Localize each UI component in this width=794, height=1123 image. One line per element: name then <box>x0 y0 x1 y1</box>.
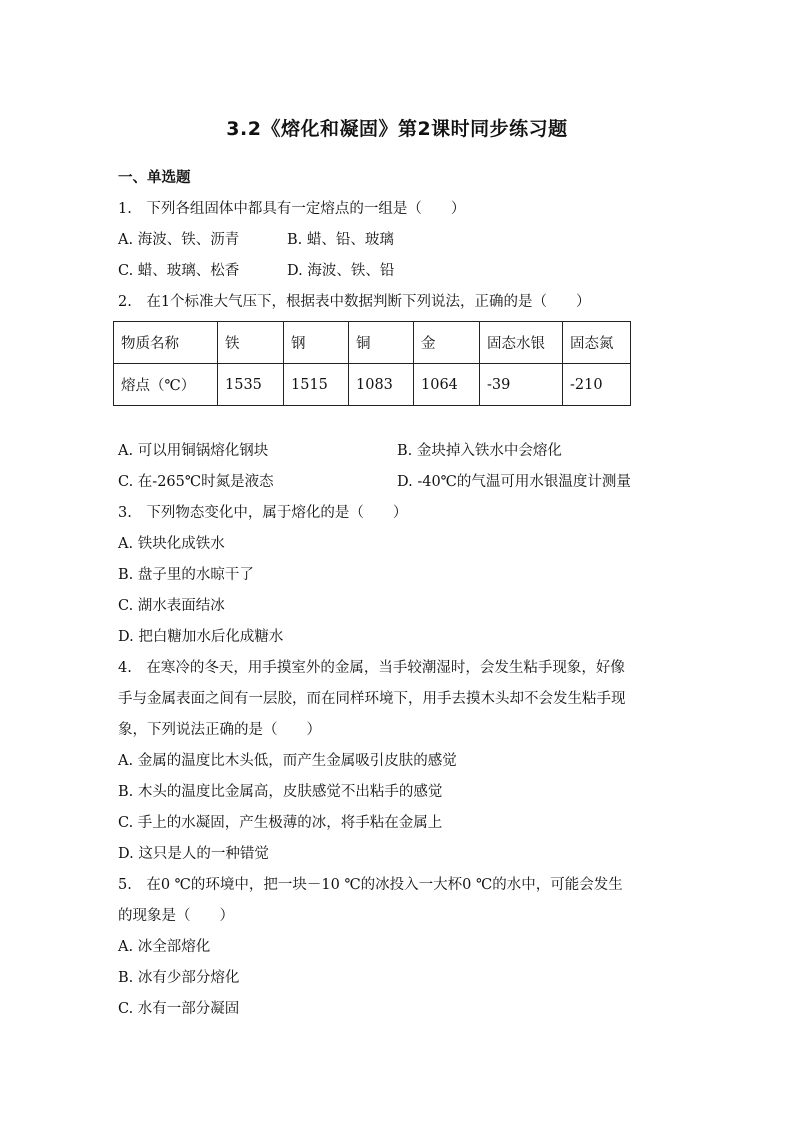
table-cell: 1064 <box>414 364 480 406</box>
table-cell: 物质名称 <box>114 322 218 364</box>
question-2-option-a: A. 可以用铜锅熔化钢块 <box>118 443 269 459</box>
question-4-stem-line-3: 象，下列说法正确的是（ ） <box>118 722 321 738</box>
question-3-option-b: B. 盘子里的水晾干了 <box>118 567 254 583</box>
table-row <box>114 364 631 406</box>
table-cell: 1515 <box>284 364 349 406</box>
table-cell: 固态水银 <box>480 322 563 364</box>
question-4-option-c: C. 手上的水凝固，产生极薄的冰，将手粘在金属上 <box>118 815 443 831</box>
table-cell: 铜 <box>349 322 414 364</box>
melting-point-table <box>113 321 631 406</box>
table-cell: -39 <box>480 364 563 406</box>
table-cell: 钢 <box>284 322 349 364</box>
question-3-option-c: C. 湖水表面结冰 <box>118 598 225 614</box>
question-4-option-a: A. 金属的温度比木头低，而产生金属吸引皮肤的感觉 <box>118 753 457 769</box>
question-3-option-d: D. 把白糖加水后化成糖水 <box>118 629 284 645</box>
table-cell: 固态氮 <box>563 322 631 364</box>
question-1-option-b: B. 蜡、铅、玻璃 <box>287 232 394 248</box>
question-4-stem-line-2: 手与金属表面之间有一层胶，而在同样环境下，用手去摸木头却不会发生粘手现 <box>118 691 626 707</box>
question-4-option-d: D. 这只是人的一种错觉 <box>118 846 269 862</box>
question-2-option-b: B. 金块掉入铁水中会熔化 <box>397 443 562 459</box>
question-4-option-b: B. 木头的温度比金属高，皮肤感觉不出粘手的感觉 <box>118 784 443 800</box>
table-cell: 金 <box>414 322 480 364</box>
question-5-option-a: A. 冰全部熔化 <box>118 939 211 955</box>
question-3-stem: 3. 下列物态变化中，属于熔化的是（ ） <box>118 505 408 521</box>
question-2-option-c: C. 在-265℃时氮是液态 <box>118 474 274 490</box>
table-cell: 1083 <box>349 364 414 406</box>
question-1-stem: 1. 下列各组固体中都具有一定熔点的一组是（ ） <box>118 201 466 217</box>
table-cell: -210 <box>563 364 631 406</box>
table-cell: 1535 <box>218 364 284 406</box>
question-1-option-a: A. 海波、铁、沥青 <box>118 232 240 248</box>
section-heading: 一、单选题 <box>118 170 191 186</box>
table-header-row <box>114 322 631 364</box>
question-5-stem-line-2: 的现象是（ ） <box>118 908 234 924</box>
question-4-stem-line-1: 4. 在寒冷的冬天，用手摸室外的金属，当手较潮湿时，会发生粘手现象，好像 <box>118 660 625 676</box>
question-1-option-d: D. 海波、铁、铅 <box>287 263 395 279</box>
question-2-option-d: D. -40℃的气温可用水银温度计测量 <box>397 474 631 490</box>
question-5-option-c: C. 水有一部分凝固 <box>118 1001 240 1017</box>
question-5-stem-line-1: 5. 在0 ℃的环境中，把一块－10 ℃的冰投入一大杯0 ℃的水中，可能会发生 <box>118 877 623 893</box>
question-3-option-a: A. 铁块化成铁水 <box>118 536 225 552</box>
table-cell: 铁 <box>218 322 284 364</box>
page-title: 3.2《熔化和凝固》第2课时同步练习题 <box>226 118 568 140</box>
question-5-option-b: B. 冰有少部分熔化 <box>118 970 240 986</box>
question-1-option-c: C. 蜡、玻璃、松香 <box>118 263 240 279</box>
table-cell: 熔点（℃） <box>114 364 218 406</box>
question-2-stem: 2. 在1个标准大气压下，根据表中数据判断下列说法，正确的是（ ） <box>118 294 591 310</box>
